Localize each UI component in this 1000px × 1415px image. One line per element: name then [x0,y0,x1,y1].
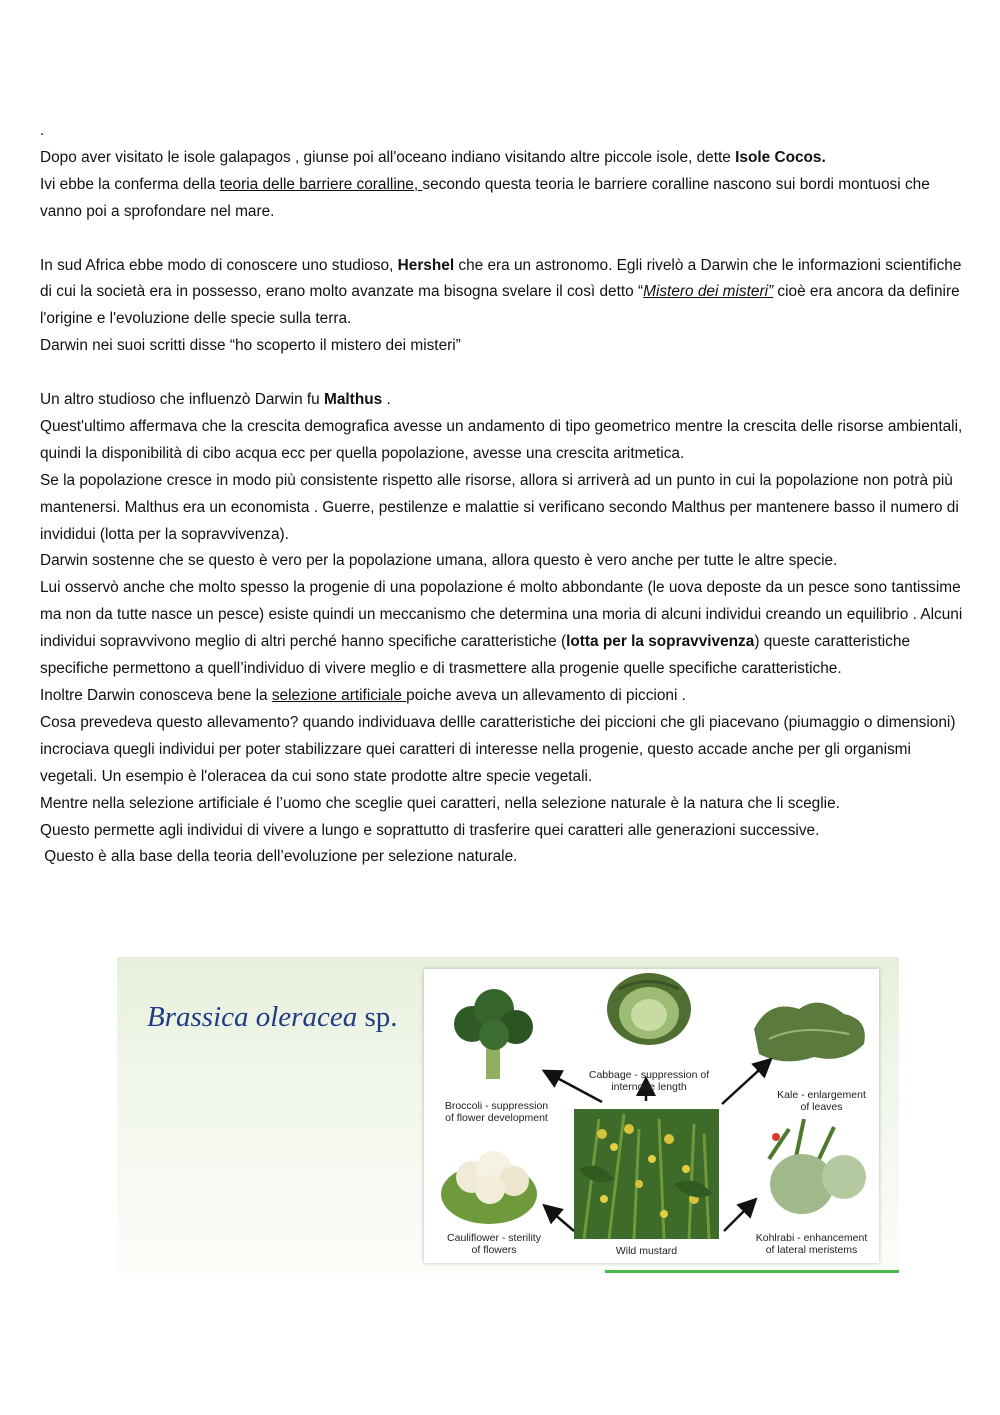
text-run: che era un astronomo. Egli rivelò a Darwin che le informazioni scientifiche di cui la società era in possesso, erano molto avanzate ma bisogna svelare il così detto “ [40,256,962,301]
caption-line: internode length [611,1081,687,1093]
caption-line: Wild mustard [615,1245,678,1257]
caption-line: Broccoli - suppression [444,1100,549,1112]
arrow-to-kohlrabi [724,1201,754,1231]
text-run: Ivi ebbe la conferma della [40,175,220,193]
text-run: ) queste caratteristiche specifiche permettono a quell’individuo di vivere meglio e di trasmettere alla progenie quelle specifiche caratteristiche. [40,633,910,678]
paragraph-selezione-artificiale [40,683,965,710]
wild-mustard-image [574,1109,719,1239]
caption-cauliflower [424,1232,564,1256]
title-italic: Brassica oleracea [147,1001,358,1033]
broccoli-image [454,989,533,1079]
underlined-italic-term: Mistero dei misteri” [643,283,774,301]
brassica-diagram-panel [424,969,879,1263]
text-run: Lui osservò anche che molto spesso la progenie di una popolazione é molto abbondante (le uova deposte da un pesce sono tantissime ma non da tutte nasce un pesce) esiste quindi un meccanismo che determina una moria di alcuni individui creando un equilibrio . Alcuni individui sopravvivono meglio di altri perché hanno specifiche caratteristiche ( [40,579,963,651]
document-body [40,118,965,871]
text-run: Inoltre Darwin conosceva bene la [40,687,272,704]
caption-line: of flower development [445,1112,548,1124]
brassica-figure [117,957,899,1273]
paragraph-mistero: Darwin nei suoi scritti disse “ho scoperto il mistero dei misteri” [40,337,461,355]
paragraph-generazioni: Questo permette agli individui di vivere a lungo e soprattutto di trasferire quei caratteri alle generazioni successive. [40,821,820,839]
caption-line: Kohlrabi - enhancement [755,1232,868,1244]
arrow-to-cauliflower [546,1207,574,1231]
text-run: In sud Africa ebbe modo di conoscere uno studioso, [40,256,398,274]
underlined-term: selezione artificiale [271,687,407,704]
bold-term: Hershel [397,256,455,274]
bold-term: Malthus [324,391,383,409]
cabbage-image [607,973,691,1045]
text-run: cioè era ancora da definire l'origine e l'evoluzione delle specie sulla terra. [40,283,960,328]
paragraph-conclusione: Questo è alla base della teoria dell’evoluzione per selezione naturale. [40,848,518,866]
caption-line: Cauliflower - sterility [447,1232,541,1244]
paragraph-selezione-naturale: Mentre nella selezione artificiale é l’uomo che sceglie quei caratteri, nella selezione naturale è la natura che li sceglie. [40,794,840,812]
paragraph-allevamento: Cosa prevedeva questo allevamento? quando individuava dellle caratteristiche dei piccioni che gli piacevano (piumaggio o dimensioni) incrociava quegli individui per poter stabilizzare quei caratteri di interesse nella progenie, questo accade anche per gli organismi vegetali. Un esempio è l'oleracea da cui sono state prodotte altre specie vegetali. [40,713,956,785]
leading-mark: . [40,122,45,139]
bold-term: lotta per la sopravvivenza [566,633,755,651]
paragraph-isole-cocos [40,145,965,172]
accent-line [605,1270,899,1273]
text-run: secondo questa teoria le barriere coralline nascono sui bordi montuosi che vanno poi a sprofondare nel mare. [40,175,930,220]
paragraph-progenie [40,575,965,683]
text-run: Dopo aver visitato le isole galapagos , giunse poi all'oceano indiano visitando altre piccole isole, dette [40,148,736,166]
underlined-term: teoria delle barriere coralline, [219,175,423,193]
paragraph-hershel [40,253,965,334]
kohlrabi-image [769,1119,866,1214]
caption-kale [764,1089,879,1113]
paragraph-crescita-demografica: Quest'ultimo affermava che la crescita demografica avesse un andamento di tipo geometrico mentre la crescita delle risorse ambientali, quindi la disponibilità di cibo acqua ecc per quella popolazione, avesse una crescita aritmetica. [40,417,963,462]
kale-image [754,1003,865,1062]
text-run: Un altro studioso che influenzò Darwin fu [40,391,325,409]
caption-line: of leaves [800,1101,843,1113]
caption-line: of flowers [471,1244,517,1256]
caption-line: Kale - enlargement [777,1089,866,1101]
text-run: poiche aveva un allevamento di piccioni . [406,687,686,704]
paragraph-malthus [40,387,965,414]
caption-broccoli [424,1100,569,1124]
title-rest: sp. [357,1001,398,1033]
caption-wild-mustard [594,1245,699,1257]
caption-kohlrabi [744,1232,879,1256]
paragraph-barriere-coralline [40,172,965,226]
arrow-to-kale [722,1061,769,1104]
caption-cabbage [574,1069,724,1093]
figure-title [147,1001,398,1034]
paragraph-popolazione: Se la popolazione cresce in modo più consistente rispetto alle risorse, allora si arriverà ad un punto in cui la popolazione non potrà più mantenersi. Malthus era un economista . Guerre, pestilenze e malattie si verificano secondo Malthus per mantenere basso il numero di invididui (lotta per la sopravvivenza). [40,471,959,543]
paragraph-altre-specie: Darwin sostenne che se questo è vero per la popolazione umana, allora questo è vero anche per tutte le altre specie. [40,552,838,570]
caption-line: of lateral meristems [765,1244,858,1256]
cauliflower-image [441,1151,537,1224]
caption-line: Cabbage - suppression of [588,1069,710,1081]
text-run: . [382,391,391,409]
bold-term: Isole Cocos. [735,148,826,166]
